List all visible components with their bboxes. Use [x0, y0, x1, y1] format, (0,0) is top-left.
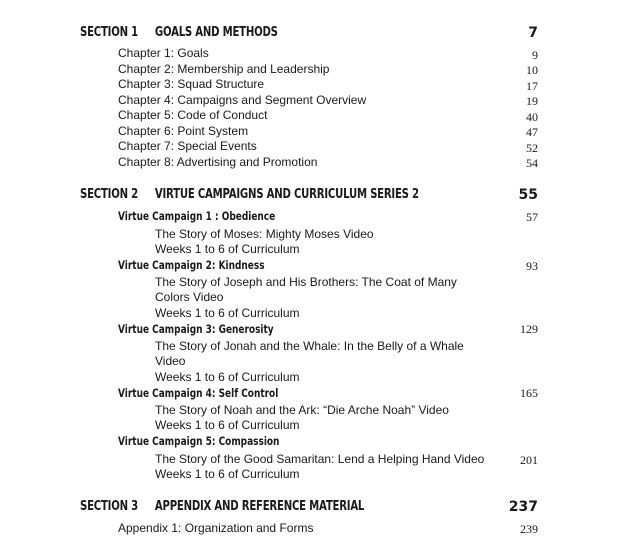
- toc-page-number: 17: [526, 79, 538, 93]
- toc-page-number: 19: [526, 94, 538, 108]
- toc-chapter: Chapter 5: Code of Conduct: [118, 108, 268, 122]
- toc-page-number: 10: [526, 63, 538, 77]
- toc-entry-line: The Story of the Good Samaritan: Lend a Helping Hand Video: [155, 452, 485, 466]
- toc-page-number: 40: [526, 110, 538, 124]
- toc-page-number: 57: [526, 210, 538, 224]
- section-2-heading: [80, 187, 439, 207]
- toc-chapter: Chapter 6: Point System: [118, 124, 249, 138]
- section-1-heading: [80, 25, 439, 45]
- toc-entry-line: Weeks 1 to 6 of Curriculum: [155, 242, 300, 256]
- campaign-heading: Virtue Campaign 1 : Obedience: [118, 209, 276, 223]
- toc-page-number: 239: [520, 522, 538, 536]
- section-3-heading: [80, 499, 439, 519]
- toc-entry-line: Weeks 1 to 6 of Curriculum: [155, 370, 300, 384]
- campaign-heading: Virtue Campaign 4: Self Control: [118, 386, 279, 400]
- toc-entry-line: The Story of Noah and the Ark: “Die Arche Noah” Video: [155, 403, 449, 417]
- campaign-heading: Virtue Campaign 5: Compassion: [118, 434, 280, 448]
- toc-page-number: 47: [526, 125, 538, 139]
- toc-page-number: 93: [526, 259, 538, 273]
- section-page-number: 7: [528, 25, 538, 41]
- toc-entry-line: Weeks 1 to 6 of Curriculum: [155, 467, 300, 481]
- section-number: SECTION 1: [80, 25, 138, 40]
- toc-entry-line: Video: [155, 354, 186, 368]
- toc-page-number: 129: [520, 322, 538, 336]
- toc-chapter: Chapter 8: Advertising and Promotion: [118, 155, 318, 169]
- toc-chapter: Chapter 2: Membership and Leadership: [118, 62, 330, 76]
- campaign-heading: Virtue Campaign 2: Kindness: [118, 258, 265, 272]
- toc-entry-line: Colors Video: [155, 290, 224, 304]
- toc-chapter: Chapter 7: Special Events: [118, 139, 257, 153]
- toc-page-number: 201: [520, 453, 538, 467]
- toc-chapter: Chapter 1: Goals: [118, 46, 209, 60]
- toc-entry-line: Weeks 1 to 6 of Curriculum: [155, 418, 300, 432]
- section-page-number: 55: [518, 187, 538, 203]
- toc-page-number: 165: [520, 386, 538, 400]
- toc-page-number: 54: [526, 156, 538, 170]
- campaign-heading: Virtue Campaign 3: Generosity: [118, 322, 274, 336]
- toc-entry-line: The Story of Moses: Mighty Moses Video: [155, 227, 374, 241]
- toc-chapter: Chapter 3: Squad Structure: [118, 77, 265, 91]
- toc-page-number: 52: [526, 141, 538, 155]
- toc-entry-line: The Story of Jonah and the Whale: In the Belly of a Whale: [155, 339, 464, 353]
- toc-entry-line: Weeks 1 to 6 of Curriculum: [155, 306, 300, 320]
- section-title: GOALS AND METHODS: [154, 25, 278, 40]
- toc-chapter: Chapter 4: Campaigns and Segment Overview: [118, 93, 367, 107]
- toc-appendix: Appendix 1: Organization and Forms: [118, 521, 314, 535]
- section-title: VIRTUE CAMPAIGNS AND CURRICULUM SERIES 2: [154, 187, 419, 202]
- section-number: SECTION 2: [80, 187, 138, 202]
- section-title: APPENDIX AND REFERENCE MATERIAL: [154, 499, 365, 514]
- section-page-number: 237: [508, 499, 538, 515]
- toc-entry-line: The Story of Joseph and His Brothers: The Coat of Many: [155, 275, 457, 289]
- toc-page-number: 9: [532, 48, 538, 62]
- section-number: SECTION 3: [80, 499, 138, 514]
